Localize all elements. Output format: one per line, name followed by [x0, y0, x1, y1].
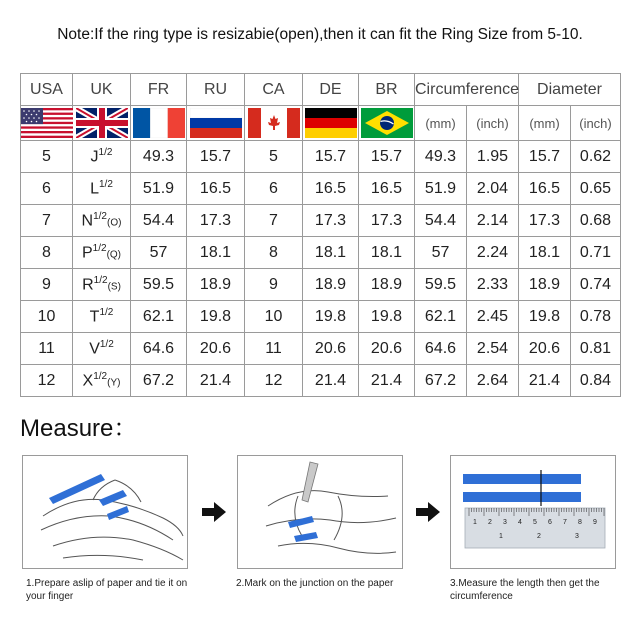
- brazil-flag-icon: [361, 108, 413, 138]
- cell-uk: [73, 141, 131, 173]
- ruler-label: 3: [503, 519, 507, 526]
- paper-strip: [463, 474, 581, 484]
- cell-br: 20.6: [359, 333, 415, 365]
- ruler-label: 5: [533, 519, 537, 526]
- header-ru: RU: [187, 74, 245, 106]
- uk-fraction: 1/2: [99, 338, 114, 350]
- table-row: [21, 237, 621, 269]
- cell-dia-mm: 15.7: [519, 141, 571, 173]
- ruler-label: 8: [578, 519, 582, 526]
- cell-ru: 21.4: [187, 365, 245, 397]
- table-row: [21, 173, 621, 205]
- cell-dia-mm: 16.5: [519, 173, 571, 205]
- ruler-label: 1: [473, 519, 477, 526]
- header-br: BR: [359, 74, 415, 106]
- cell-fr: 57: [131, 237, 187, 269]
- cell-dia-in: 0.81: [571, 333, 621, 365]
- cell-ca: 7: [245, 205, 303, 237]
- cell-usa: 10: [21, 301, 73, 333]
- uk-letter: X: [82, 372, 94, 390]
- uk-alt: (O): [107, 217, 122, 229]
- france-flag-icon: [133, 108, 185, 138]
- hand-with-paper-strip-icon: [23, 456, 187, 568]
- header-diameter: Diameter: [519, 74, 621, 106]
- cell-circ-mm: 57: [415, 237, 467, 269]
- cell-br: 17.3: [359, 205, 415, 237]
- uk-fraction: 1/2: [98, 146, 113, 158]
- cell-fr: 51.9: [131, 173, 187, 205]
- cell-dia-mm: 20.6: [519, 333, 571, 365]
- ring-size-table: [20, 73, 621, 397]
- cell-ru: 16.5: [187, 173, 245, 205]
- cell-usa: 11: [21, 333, 73, 365]
- ruler-label: 2: [537, 533, 541, 540]
- header-uk: UK: [73, 74, 131, 106]
- ruler-with-paper-strip-icon: [451, 456, 615, 568]
- cell-dia-mm: 18.1: [519, 237, 571, 269]
- cell-uk: [73, 269, 131, 301]
- cell-usa: 9: [21, 269, 73, 301]
- cell-ca: 12: [245, 365, 303, 397]
- table-row: [21, 333, 621, 365]
- table-row: [21, 269, 621, 301]
- hand-marking-pen-icon: [238, 456, 402, 568]
- cell-uk: [73, 333, 131, 365]
- cell-uk: [73, 205, 131, 237]
- right-arrow-icon: [202, 502, 226, 522]
- cell-br: 18.9: [359, 269, 415, 301]
- cell-br: 16.5: [359, 173, 415, 205]
- uk-letter: L: [90, 180, 99, 198]
- ruler-label: 3: [575, 533, 579, 540]
- step3-caption: 3.Measure the length then get the circumference: [450, 578, 600, 602]
- uk-letter: J: [90, 148, 99, 166]
- table-row: [21, 205, 621, 237]
- unit-dia-mm: (mm): [519, 106, 571, 141]
- cell-circ-mm: 67.2: [415, 365, 467, 397]
- cell-ca: 5: [245, 141, 303, 173]
- uk-fraction: 1/2: [93, 210, 107, 222]
- cell-dia-mm: 18.9: [519, 269, 571, 301]
- pen: [302, 462, 318, 502]
- table-row: [21, 365, 621, 397]
- ruler-label: 7: [563, 519, 567, 526]
- cell-uk: [73, 173, 131, 205]
- table-row: [21, 141, 621, 173]
- uk-letter: P: [81, 244, 93, 262]
- cell-de: 20.6: [303, 333, 359, 365]
- uk-fraction: 1/2: [99, 178, 113, 190]
- step1-illustration: [22, 455, 188, 569]
- right-arrow-icon: [416, 502, 440, 522]
- cell-dia-in: 0.62: [571, 141, 621, 173]
- cell-ru: 20.6: [187, 333, 245, 365]
- usa-flag-icon: [21, 108, 73, 138]
- uk-alt: (Y): [107, 377, 121, 389]
- cell-ca: 11: [245, 333, 303, 365]
- cell-dia-in: 0.74: [571, 269, 621, 301]
- header-de: DE: [303, 74, 359, 106]
- paper-strip: [463, 492, 581, 502]
- cell-ca: 10: [245, 301, 303, 333]
- cell-de: 21.4: [303, 365, 359, 397]
- size-rows: [21, 141, 621, 397]
- cell-de: 15.7: [303, 141, 359, 173]
- cell-circ-in: 2.33: [467, 269, 519, 301]
- cell-circ-in: 1.95: [467, 141, 519, 173]
- uk-fraction: 1/2: [92, 242, 107, 254]
- ruler-label: 2: [488, 519, 492, 526]
- cell-circ-in: 2.24: [467, 237, 519, 269]
- cell-dia-in: 0.84: [571, 365, 621, 397]
- table-row: [21, 301, 621, 333]
- cell-usa: 7: [21, 205, 73, 237]
- uk-letter: R: [82, 276, 94, 294]
- cell-circ-mm: 49.3: [415, 141, 467, 173]
- cell-dia-in: 0.65: [571, 173, 621, 205]
- germany-flag-icon: [305, 108, 357, 138]
- ruler-label: 9: [593, 519, 597, 526]
- cell-circ-in: 2.64: [467, 365, 519, 397]
- cell-ca: 9: [245, 269, 303, 301]
- uk-letter: T: [89, 308, 100, 326]
- ruler-label: 1: [499, 533, 503, 540]
- cell-dia-mm: 21.4: [519, 365, 571, 397]
- header-usa: USA: [21, 74, 73, 106]
- cell-fr: 54.4: [131, 205, 187, 237]
- cell-usa: 5: [21, 141, 73, 173]
- measure-title: Measure：: [20, 415, 138, 442]
- cell-br: 21.4: [359, 365, 415, 397]
- cell-de: 16.5: [303, 173, 359, 205]
- uk-fraction: 1/2: [93, 274, 108, 286]
- unit-circ-inch: (inch): [467, 106, 519, 141]
- uk-fraction: 1/2: [93, 370, 108, 382]
- cell-de: 18.1: [303, 237, 359, 269]
- uk-flag-icon: [76, 108, 128, 138]
- cell-circ-in: 2.04: [467, 173, 519, 205]
- unit-dia-inch: (inch): [571, 106, 621, 141]
- cell-uk: [73, 365, 131, 397]
- cell-ru: 18.9: [187, 269, 245, 301]
- russia-flag-icon: [190, 108, 242, 138]
- cell-circ-mm: 64.6: [415, 333, 467, 365]
- cell-fr: 64.6: [131, 333, 187, 365]
- step3-illustration: [450, 455, 616, 569]
- uk-letter: N: [81, 212, 94, 230]
- cell-circ-in: 2.54: [467, 333, 519, 365]
- cell-dia-in: 0.78: [571, 301, 621, 333]
- header-ca: CA: [245, 74, 303, 106]
- header-row: [21, 74, 621, 106]
- cell-ca: 6: [245, 173, 303, 205]
- cell-dia-mm: 19.8: [519, 301, 571, 333]
- cell-de: 19.8: [303, 301, 359, 333]
- header-circumference: Circumference: [415, 74, 519, 106]
- cell-usa: 8: [21, 237, 73, 269]
- cell-br: 15.7: [359, 141, 415, 173]
- cell-fr: 67.2: [131, 365, 187, 397]
- cell-ru: 19.8: [187, 301, 245, 333]
- cell-de: 18.9: [303, 269, 359, 301]
- uk-fraction: 1/2: [99, 306, 114, 318]
- cell-uk: [73, 237, 131, 269]
- uk-alt: (Q): [106, 249, 122, 261]
- cell-circ-mm: 59.5: [415, 269, 467, 301]
- cell-uk: [73, 301, 131, 333]
- cell-de: 17.3: [303, 205, 359, 237]
- header-fr: FR: [131, 74, 187, 106]
- ruler-label: 4: [518, 519, 522, 526]
- cell-br: 19.8: [359, 301, 415, 333]
- note-text: Note:If the ring type is resizabie(open),then it can fit the Ring Size from 5-10.: [57, 26, 583, 43]
- cell-circ-mm: 51.9: [415, 173, 467, 205]
- flag-row: [21, 106, 621, 141]
- ruler: [465, 508, 605, 548]
- cell-usa: 6: [21, 173, 73, 205]
- cell-fr: 49.3: [131, 141, 187, 173]
- cell-circ-mm: 54.4: [415, 205, 467, 237]
- cell-circ-mm: 62.1: [415, 301, 467, 333]
- cell-circ-in: 2.14: [467, 205, 519, 237]
- canada-flag-icon: [248, 108, 300, 138]
- cell-fr: 62.1: [131, 301, 187, 333]
- cell-ru: 18.1: [187, 237, 245, 269]
- cell-circ-in: 2.45: [467, 301, 519, 333]
- uk-alt: (S): [107, 281, 121, 293]
- cell-dia-mm: 17.3: [519, 205, 571, 237]
- cell-ru: 17.3: [187, 205, 245, 237]
- cell-usa: 12: [21, 365, 73, 397]
- uk-letter: V: [89, 340, 100, 358]
- cell-br: 18.1: [359, 237, 415, 269]
- step1-caption: 1.Prepare aslip of paper and tie it on your finger: [26, 578, 188, 602]
- cell-dia-in: 0.68: [571, 205, 621, 237]
- cell-ca: 8: [245, 237, 303, 269]
- step2-caption: 2.Mark on the junction on the paper: [236, 578, 394, 589]
- cell-ru: 15.7: [187, 141, 245, 173]
- cell-fr: 59.5: [131, 269, 187, 301]
- ruler-label: 6: [548, 519, 552, 526]
- step2-illustration: [237, 455, 403, 569]
- unit-circ-mm: (mm): [415, 106, 467, 141]
- cell-dia-in: 0.71: [571, 237, 621, 269]
